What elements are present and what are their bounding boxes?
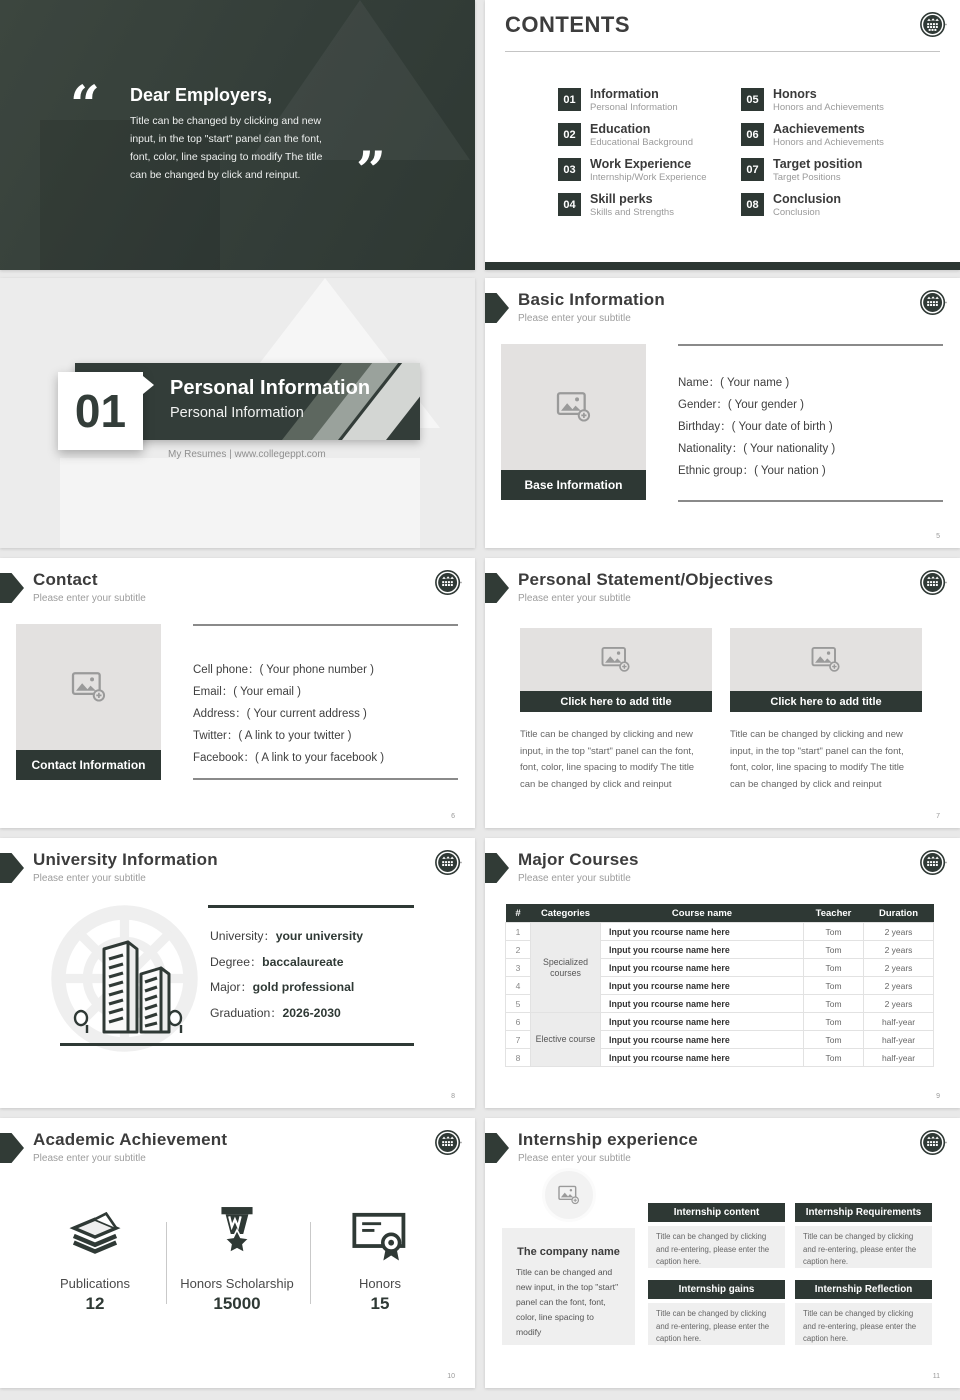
internship-box-body: Title can be changed by clicking and re-entering, please enter the caption here. (648, 1226, 785, 1268)
company-panel (502, 1228, 635, 1345)
stat-scholarship: Honors Scholarship 15000 (162, 1204, 312, 1314)
page-number: 8 (451, 1093, 455, 1100)
uni-row-university: University：your university (210, 929, 364, 943)
info-line-facebook: Facebook：( A link to your facebook ) (193, 752, 385, 764)
slide-contact[interactable] (0, 558, 475, 828)
table-row: 7 Input you rcourse name here Tom half-year (506, 1031, 934, 1049)
quote-open-icon: “ (70, 75, 100, 136)
company-photo-placeholder[interactable] (542, 1168, 596, 1222)
header-arrow-icon (0, 1133, 24, 1163)
medal-icon (212, 1206, 262, 1262)
table-header-row: # Categories Course name Teacher Duration (506, 904, 934, 923)
photo-card[interactable] (16, 624, 161, 780)
info-line-twitter: Twitter：( A link to your twitter ) (193, 730, 352, 742)
page-title: Internship experience (518, 1130, 698, 1149)
contents-item-07[interactable]: 07 Target position Target Positions (741, 158, 884, 182)
page-number: 11 (932, 1373, 940, 1380)
page-number: 10 (447, 1373, 455, 1380)
info-line-email: Email：( Your email ) (193, 686, 302, 698)
photo-placeholder-icon (810, 646, 842, 673)
statement-caption: Title can be changed by clicking and new input, in the top "start" panel can the font, font, color, line spacing to modify The title can be changed by click and reinput (730, 729, 905, 790)
slide-university-information[interactable] (0, 838, 475, 1108)
add-title-button[interactable]: Click here to add title (730, 691, 922, 712)
page-subtitle: Please enter your subtitle (518, 313, 631, 324)
section-number-box (58, 372, 143, 450)
internship-box-title[interactable]: Internship content (648, 1203, 785, 1222)
stat-publications: Publications 12 (20, 1204, 170, 1314)
contents-divider (505, 51, 940, 52)
contents-item-03[interactable]: 03 Work Experience Internship/Work Experience (558, 158, 741, 182)
quote-close-icon: ” (356, 141, 386, 202)
header-arrow-icon (485, 1133, 509, 1163)
contents-title: CONTENTS (505, 12, 630, 37)
page-subtitle: Please enter your subtitle (33, 593, 146, 604)
internship-box-requirements (795, 1203, 932, 1268)
page-number: 9 (936, 1093, 940, 1100)
table-row: 1 Specialized courses Input you rcourse name here Tom 2 years (506, 923, 934, 941)
table-row: 2 Input you rcourse name here Tom 2 years (506, 941, 934, 959)
statement-card-2 (730, 628, 922, 793)
internship-box-body: Title can be changed by clicking and re-entering, please enter the caption here. (648, 1303, 785, 1345)
internship-box-title[interactable]: Internship gains (648, 1280, 785, 1299)
certificate-icon (351, 1210, 409, 1262)
table-row: 5 Input you rcourse name here Tom 2 years (506, 995, 934, 1013)
photo-placeholder-icon (555, 391, 593, 423)
photo-placeholder[interactable] (730, 628, 922, 691)
stat-divider (310, 1222, 311, 1304)
slide-internship-experience[interactable] (485, 1118, 960, 1388)
photo-card[interactable] (501, 344, 646, 500)
internship-box-body: Title can be changed by clicking and re-entering, please enter the caption here. (795, 1226, 932, 1268)
table-row: 8 Input you rcourse name here Tom half-year (506, 1049, 934, 1067)
header-arrow-icon (0, 853, 24, 883)
internship-box-gains (648, 1280, 785, 1345)
table-row: 6 Elective course Input you rcourse name here Tom half-year (506, 1013, 934, 1031)
info-line-cellphone: Cell phone：( Your phone number ) (193, 664, 374, 676)
stat-divider (166, 1222, 167, 1304)
contents-item-06[interactable]: 06 Aachievements Honors and Achievements (741, 123, 884, 147)
statement-card-1 (520, 628, 712, 793)
section-notch-arrow-icon (143, 376, 154, 394)
table-row: 4 Input you rcourse name here Tom 2 years (506, 977, 934, 995)
contents-footer-bar (485, 262, 960, 270)
page-title: Contact (33, 570, 98, 589)
slide-contents[interactable] (485, 0, 960, 270)
slide-academic-achievement[interactable] (0, 1118, 475, 1388)
internship-box-content (648, 1203, 785, 1268)
contents-list (558, 88, 950, 228)
company-description: Title can be changed and new input, in the top "start" panel can the font, font, color, line spacing to modify (516, 1267, 619, 1337)
page-title: Personal Statement/Objectives (518, 570, 774, 589)
slide-section-01[interactable] (0, 278, 475, 548)
add-title-button[interactable]: Click here to add title (520, 691, 712, 712)
uni-row-degree: Degree：baccalaureate (210, 954, 344, 969)
building-icon (70, 926, 192, 1046)
rule-bottom (60, 1043, 414, 1046)
page-title: Basic Information (518, 290, 665, 309)
header-arrow-icon (485, 293, 509, 323)
photo-placeholder-icon (70, 671, 108, 703)
school-logo-icon (435, 849, 462, 876)
slide-cover-quote[interactable] (0, 0, 475, 270)
university-info-rows (210, 924, 363, 1026)
section-number: 01 (74, 385, 127, 437)
photo-placeholder-icon (600, 646, 632, 673)
info-line-ethnic: Ethnic group：( Your nation ) (678, 465, 826, 477)
internship-box-title[interactable]: Internship Requirements (795, 1203, 932, 1222)
page-subtitle: Please enter your subtitle (33, 873, 146, 884)
page-subtitle: Please enter your subtitle (518, 1153, 631, 1164)
table-row: 3 Input you rcourse name here Tom 2 years (506, 959, 934, 977)
school-logo-icon (920, 569, 947, 596)
cover-title: Dear Employers, (130, 85, 273, 105)
internship-box-title[interactable]: Internship Reflection (795, 1280, 932, 1299)
info-line-gender: Gender：( Your gender ) (678, 399, 804, 411)
info-block (678, 344, 943, 502)
category-specialized: Specialized courses (531, 923, 601, 1013)
slide-major-courses[interactable] (485, 838, 960, 1108)
info-line-birthday: Birthday：( Your date of birth ) (678, 421, 833, 433)
school-logo-icon (920, 289, 947, 316)
page-subtitle: Please enter your subtitle (518, 593, 631, 604)
page-number: 6 (451, 813, 455, 820)
photo-placeholder[interactable] (16, 624, 161, 750)
page-title: Major Courses (518, 850, 639, 869)
publications-icon (66, 1212, 124, 1262)
page-title: Academic Achievement (33, 1130, 228, 1149)
contents-item-08[interactable]: 08 Conclusion Conclusion (741, 193, 884, 217)
page-number: 7 (936, 813, 940, 820)
category-elective: Elective course (531, 1013, 601, 1067)
courses-table (505, 904, 934, 1067)
photo-placeholder-icon (557, 1185, 581, 1205)
header-arrow-icon (485, 853, 509, 883)
photo-placeholder[interactable] (520, 628, 712, 691)
stat-honors: Honors 15 (305, 1204, 455, 1314)
page-subtitle: Please enter your subtitle (518, 873, 631, 884)
site-credit: My Resumes | www.collegeppt.com (168, 449, 326, 460)
header-arrow-icon (0, 573, 24, 603)
rule-top (208, 905, 414, 908)
photo-caption: Base Information (501, 470, 646, 500)
info-line-address: Address：( Your current address ) (193, 708, 367, 720)
section-title: Personal Information (170, 377, 371, 399)
internship-box-reflection (795, 1280, 932, 1345)
school-logo-icon (920, 849, 947, 876)
slide-personal-statement[interactable] (485, 558, 960, 828)
header-arrow-icon (485, 573, 509, 603)
uni-row-major: Major：gold professional (210, 980, 355, 994)
info-line-nationality: Nationality：( Your nationality ) (678, 443, 836, 455)
school-logo-icon (435, 569, 462, 596)
statement-caption: Title can be changed by clicking and new input, in the top "start" panel can the font, font, color, line spacing to modify The title can be changed by click and reinput (520, 729, 695, 790)
school-logo-icon (920, 11, 947, 38)
page-title: University Information (33, 850, 218, 869)
internship-box-body: Title can be changed by clicking and re-entering, please enter the caption here. (795, 1303, 932, 1345)
info-line-name: Name：( Your name ) (678, 377, 790, 389)
school-logo-icon (920, 1129, 947, 1156)
contents-item-04[interactable]: 04 Skill perks Skills and Strengths (558, 193, 741, 217)
uni-row-graduation: Graduation：2026-2030 (210, 1005, 341, 1020)
contents-item-02[interactable]: 02 Education Educational Background (558, 123, 741, 147)
page-subtitle: Please enter your subtitle (33, 1153, 146, 1164)
photo-caption: Contact Information (16, 750, 161, 780)
slide-basic-information[interactable] (485, 278, 960, 548)
contents-item-05[interactable]: 05 Honors Honors and Achievements (741, 88, 884, 112)
info-block (193, 624, 458, 780)
cover-body-text: Title can be changed by clicking and new input, in the top "start" panel can the font, font, color, line spacing to modify The title can be changed by click and reinput. (130, 115, 323, 181)
school-logo-icon (435, 1129, 462, 1156)
company-name: The company name (517, 1246, 620, 1258)
photo-placeholder[interactable] (501, 344, 646, 470)
page-number: 5 (936, 533, 940, 540)
house-wall-shape (60, 458, 420, 548)
contents-item-01[interactable]: 01 Information Personal Information (558, 88, 741, 112)
section-subtitle: Personal Information (170, 405, 304, 421)
